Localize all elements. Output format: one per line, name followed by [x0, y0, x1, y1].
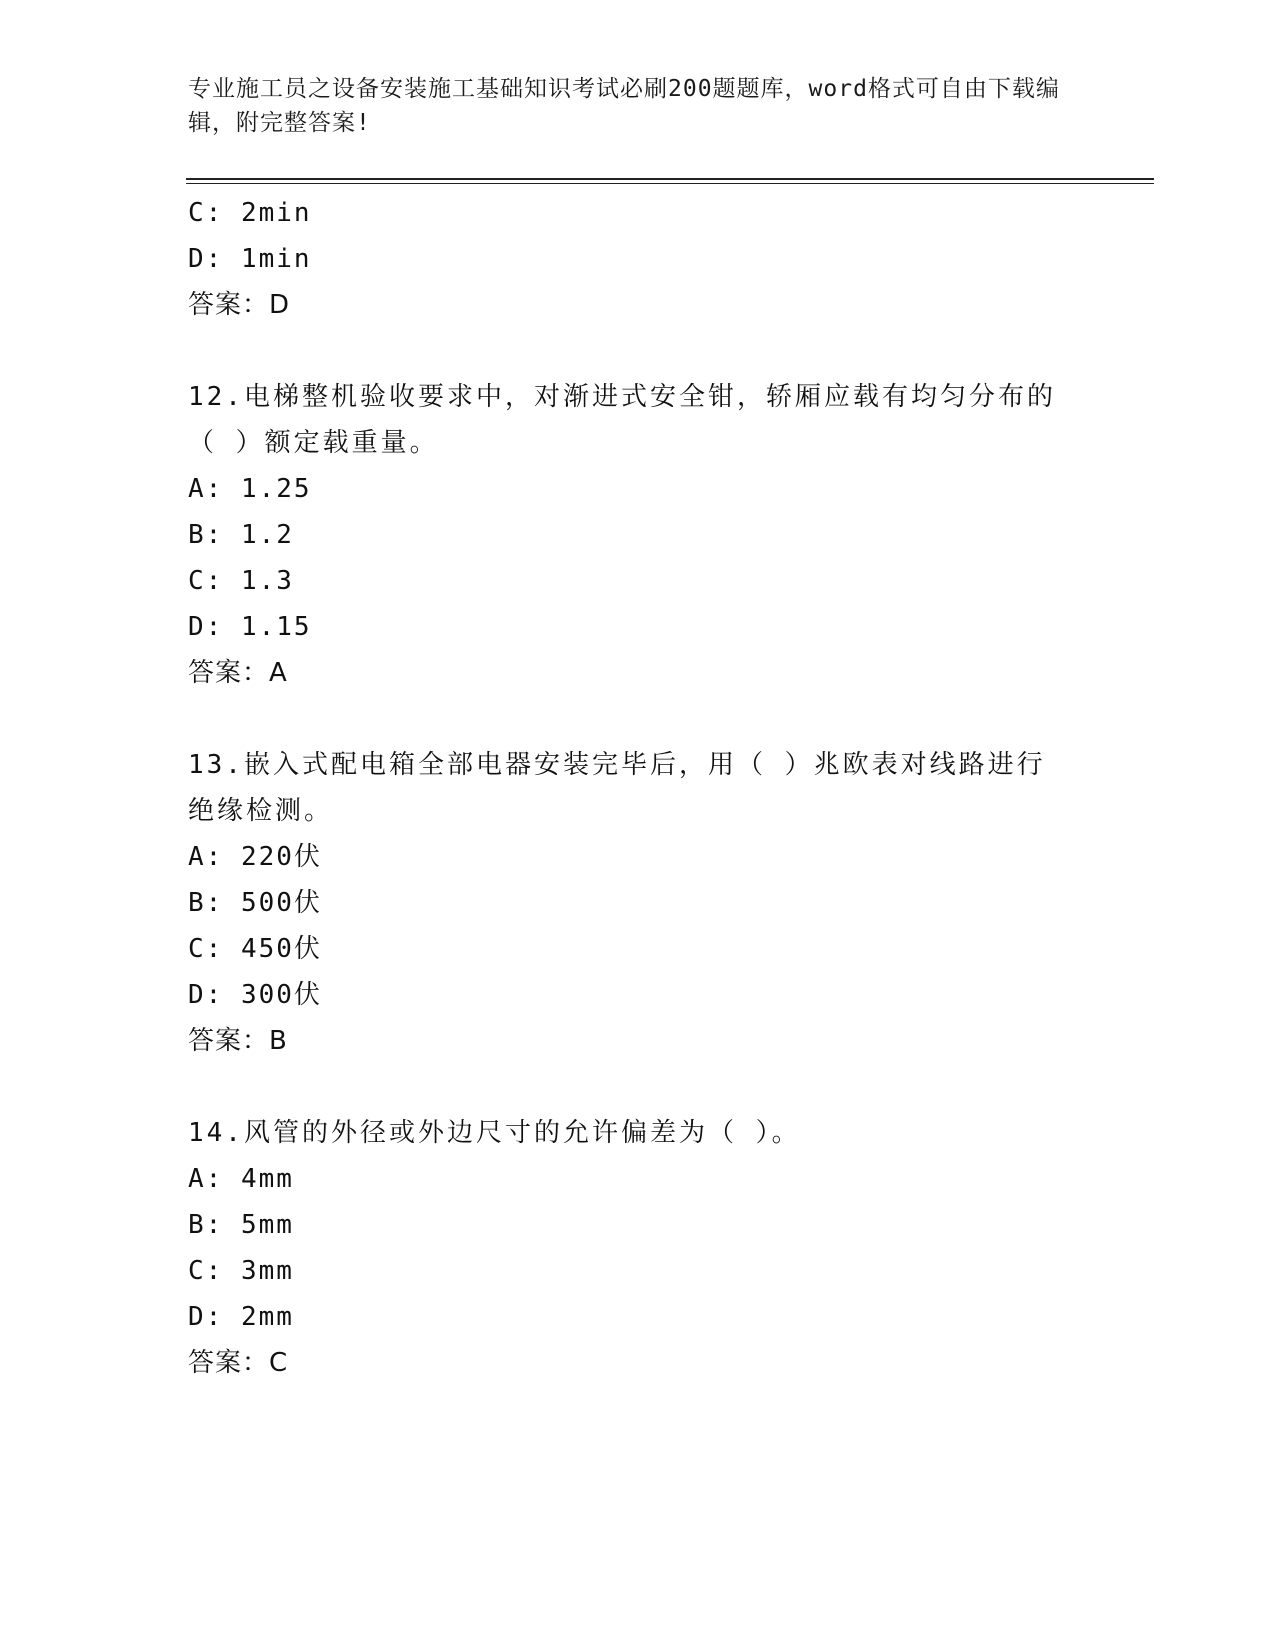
option-c: C: 1.3: [188, 566, 294, 596]
answer-line: 答案：A: [188, 658, 288, 688]
option-b: B: 1.2: [188, 520, 294, 550]
question-13-text: 13.嵌入式配电箱全部电器安装完毕后，用（ ）兆欧表对线路进行绝缘检测。: [188, 750, 1046, 826]
option-a: A: 220伏: [188, 842, 322, 872]
answer-line: 答案：B: [188, 1026, 288, 1056]
option-c: C: 450伏: [188, 934, 322, 964]
spacer: [188, 696, 1088, 742]
answer-line: 答案：D: [188, 290, 291, 320]
spacer: [188, 1064, 1088, 1110]
question-12-text: 12.电梯整机验收要求中，对渐进式安全钳，轿厢应载有均匀分布的（ ）额定载重量。: [188, 382, 1056, 458]
option-c: C: 3mm: [188, 1256, 294, 1286]
option-c: C: 2min: [188, 198, 312, 228]
option-d: D: 300伏: [188, 980, 322, 1010]
option-a: A: 1.25: [188, 474, 312, 504]
question-content: [188, 190, 1088, 1386]
answer-line: 答案：C: [188, 1348, 289, 1378]
option-d: D: 2mm: [188, 1302, 294, 1332]
option-a: A: 4mm: [188, 1164, 294, 1194]
option-b: B: 5mm: [188, 1210, 294, 1240]
question-14-text: 14.风管的外径或外边尺寸的允许偏差为（ ）。: [188, 1118, 801, 1148]
option-d: D: 1.15: [188, 612, 312, 642]
option-b: B: 500伏: [188, 888, 322, 918]
header-divider-thick: [186, 178, 1154, 180]
option-d: D: 1min: [188, 244, 312, 274]
document-header-title: 专业施工员之设备安装施工基础知识考试必刷200题题库，word格式可自由下载编辑，附完整答案!: [188, 76, 1060, 136]
header-divider-thin: [186, 183, 1154, 184]
spacer: [188, 328, 1088, 374]
